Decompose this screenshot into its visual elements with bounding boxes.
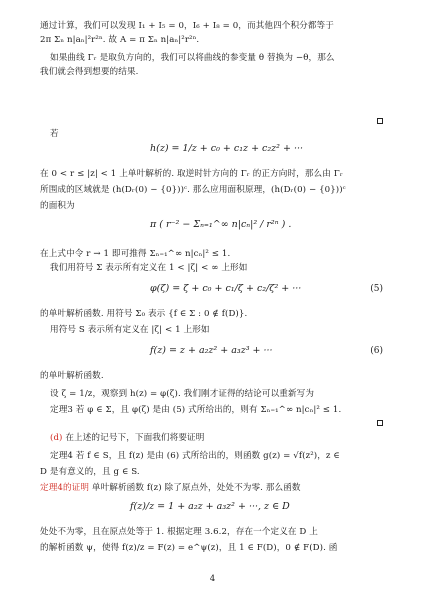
proof-text: 单叶解析函数 f(z) 除了原点外，处处不为零. 那么函数 <box>89 483 301 493</box>
qed-square <box>377 420 383 426</box>
text-line: 如果曲线 Γᵣ 是取负方向的，我们可以将曲线的参变量 θ 替换为 −θ，那么 <box>50 53 335 63</box>
equation-h: h(z) = 1/z + c₀ + c₁z + c₂z² + ··· <box>150 143 304 154</box>
text-line: 处处不为零，且在原点处等于 1. 根据定理 3.6.2，存在一个定义在 D 上 <box>40 527 318 537</box>
equation-area: π ( r⁻² − Σₙ₌₁^∞ n|cₙ|² / r²ⁿ ) . <box>150 219 292 230</box>
text-line: 在上式中令 r → 1 即可推得 Σₙ₌₁^∞ n|cₙ|² ≤ 1. <box>40 249 231 259</box>
section-label: (d) <box>50 433 63 443</box>
theorem-3: 定理3 若 φ ∈ Σ，且 φ(ζ) 是由 (5) 式所给出的，则有 Σₙ₌₁^∞ n|cₙ|² ≤ 1. <box>50 405 342 415</box>
theorem-4: 定理4 若 f ∈ S，且 f(z) 是由 (6) 式所给出的，则函数 g(z) = √f(z²)，z ∈ <box>50 451 340 461</box>
text-line: 2π Σₙ n|aₙ|²r²ⁿ. 故 A = π Σₙ n|aₙ|²r²ⁿ. <box>40 35 200 45</box>
qed-square <box>377 118 383 124</box>
equation-6: f(z) = z + a₂z² + a₃z³ + ··· <box>150 345 273 356</box>
text-line: 我们用符号 Σ 表示所有定义在 1 < |ζ| < ∞ 上形如 <box>50 263 248 273</box>
equation-number: (6) <box>370 346 383 356</box>
text-line: 的单叶解析函数. <box>40 371 104 381</box>
section-text: 在上述的记号下，下面我们将要证明 <box>62 433 205 443</box>
text-line: 的面积为 <box>40 201 75 211</box>
equation-number: (5) <box>370 284 383 294</box>
page-number: 4 <box>209 574 216 584</box>
equation-fz: f(z)/z = 1 + a₂z + a₃z² + ···, z ∈ D <box>130 501 290 512</box>
equation-5: φ(ζ) = ζ + c₀ + c₁/ζ + c₂/ζ² + ··· <box>150 283 302 294</box>
proof-label: 定理4的证明 <box>40 483 90 493</box>
text-line: 用符号 S 表示所有定义在 |ζ| < 1 上形如 <box>50 325 210 335</box>
text-line: 若 <box>50 129 59 139</box>
text-line: 我们就会得到想要的结果. <box>40 67 139 77</box>
text-line: D 是有意义的，且 g ∈ S. <box>40 467 140 477</box>
text-line: 的单叶解析函数. 用符号 Σ₀ 表示 {f ∈ Σ : 0 ∉ f(D)}. <box>40 309 248 319</box>
text-line: 通过计算，我们可以发现 I₁ + I₅ = 0，I₆ + I₈ = 0，而其他四个积分都等于 <box>40 21 334 31</box>
proof-heading-line <box>40 482 301 494</box>
section-d <box>50 432 204 444</box>
text-line: 在 0 < r ≤ |z| < 1 上单叶解析的. 取逆时针方向的 Γᵣ 的正方向时，那么由 Γᵣ <box>40 169 343 179</box>
text-line: 的解析函数 ψ，使得 f(z)/z = F(z) = e^ψ(z)，且 1 ∈ F(D)，0 ∉ F(D). 函 <box>40 543 338 553</box>
text-line: 设 ζ = 1/z，观察到 h(z) = φ(ζ). 我们刚才证得的结论可以重新写为 <box>50 389 315 399</box>
text-line: 所围成的区域就是 (h(Dᵣ(0) − {0}))ᶜ. 那么应用面积原理，(h(Dᵣ(0) − {0}))ᶜ <box>40 185 346 195</box>
